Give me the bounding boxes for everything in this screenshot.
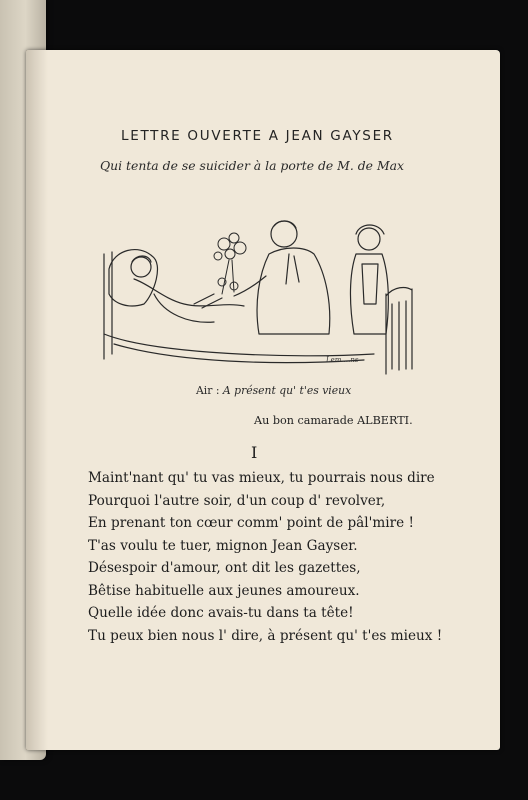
air-prefix: Air : [196, 384, 220, 397]
page-subtitle: Qui tenta de se suicider à la porte de M. de Max [100, 158, 405, 173]
air-line [196, 384, 351, 397]
artist-signature: Lem ...ns [326, 356, 359, 364]
gutter-shadow [26, 50, 48, 750]
verse-stanza [88, 467, 493, 647]
page-title: LETTRE OUVERTE A JEAN GAYSER [121, 128, 394, 144]
verse-line: Quelle idée donc avais-tu dans ta tête! [88, 605, 354, 621]
air-title: A présent qu' t'es vieux [222, 384, 352, 397]
verse-line: Maint'nant qu' tu vas mieux, tu pourrais nous dire [88, 470, 435, 486]
verse-line: T'as voulu te tuer, mignon Jean Gayser. [88, 537, 358, 554]
book-page [26, 50, 500, 750]
verse-line: Désespoir d'amour, ont dit les gazettes, [88, 560, 361, 576]
verse-line: Bêtise habituelle aux jeunes amoureux. [88, 582, 360, 599]
hospital-illustration [94, 184, 414, 384]
bed-sheet-line [104, 334, 374, 356]
verse-line: Pourquoi l'autre soir, d'un coup d' revolver, [88, 492, 386, 509]
verse-line: En prenant ton cœur comm' point de pâl'mire ! [88, 515, 414, 531]
stanza-number: I [251, 443, 258, 462]
verse-line: Tu peux bien nous l' dire, à présent qu' t'es mieux ! [88, 627, 443, 644]
dedication: Au bon camarade ALBERTI. [254, 414, 413, 427]
